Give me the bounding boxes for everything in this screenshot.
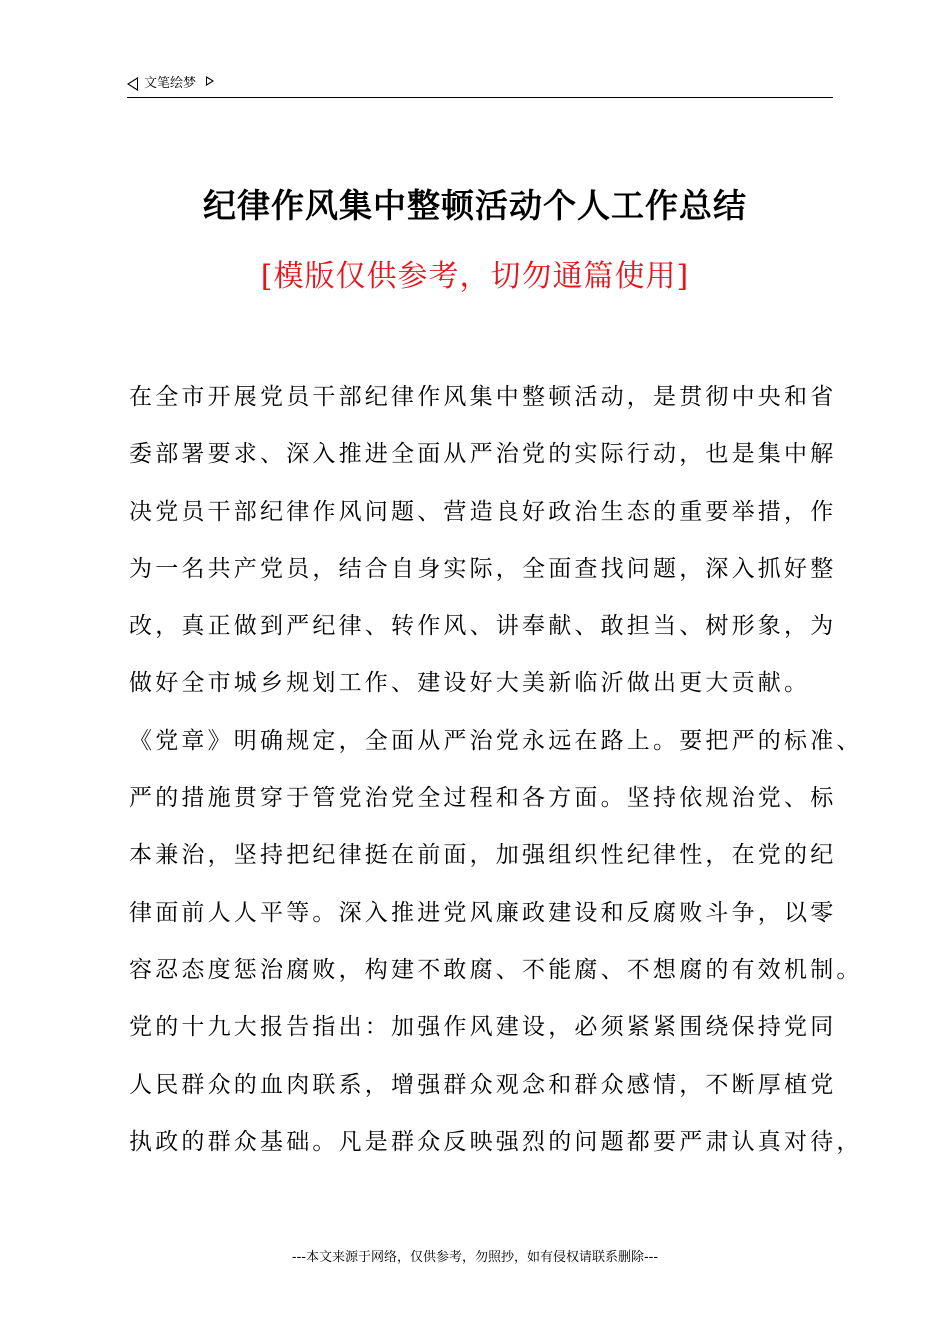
body-line: 律面前人人平等。深入推进党风廉政建设和反腐败斗争，以零 [129,899,837,926]
document-title: 纪律作风集中整顿活动个人工作总结 [203,186,747,225]
body-line: 为一名共产党员，结合自身实际，全面查找问题，深入抓好整 [129,555,837,582]
page-header [127,74,833,98]
body-line: 严的措施贯穿于管党治党全过程和各方面。坚持依规治党、标 [129,785,837,812]
body-line: 人民群众的血肉联系，增强群众观念和群众感情，不断厚植党 [129,1071,837,1098]
header-brand [127,74,214,94]
body-line: 改，真正做到严纪律、转作风、讲奉献、敢担当、树形象，为 [129,613,837,640]
triangle-left-icon [127,77,138,91]
body-line: 在全市开展党员干部纪律作风集中整顿活动，是贯彻中央和省 [129,384,837,410]
document-subtitle: [模版仅供参考，切勿通篇使用] [260,259,690,294]
body-line: 决党员干部纪律作风问题、营造良好政治生态的重要举措，作 [129,498,837,525]
document-body [129,369,863,1171]
body-line: 委部署要求、深入推进全面从严治党的实际行动，也是集中解 [129,441,837,468]
header-divider [127,97,833,98]
body-line: 做好全市城乡规划工作、建设好大美新临沂做出更大贡献。 [129,670,811,697]
header-brand-text: 文笔绘梦 [144,76,197,91]
body-line: 本兼治，坚持把纪律挺在前面，加强组织性纪律性，在党的纪 [129,842,837,869]
triangle-right-icon [206,76,214,86]
page-footer: ---本文来源于网络，仅供参考，勿照抄，如有侵权请联系删除--- [291,1250,659,1265]
body-line: 党的十九大报告指出：加强作风建设，必须紧紧围绕保持党同 [129,1014,837,1041]
body-line: 《党章》明确规定，全面从严治党永远在路上。要把严的标准、 [129,727,863,754]
body-line: 执政的群众基础。凡是群众反映强烈的问题都要严肃认真对待， [129,1128,863,1155]
body-line: 容忍态度惩治腐败，构建不敢腐、不能腐、不想腐的有效机制。 [129,956,863,983]
